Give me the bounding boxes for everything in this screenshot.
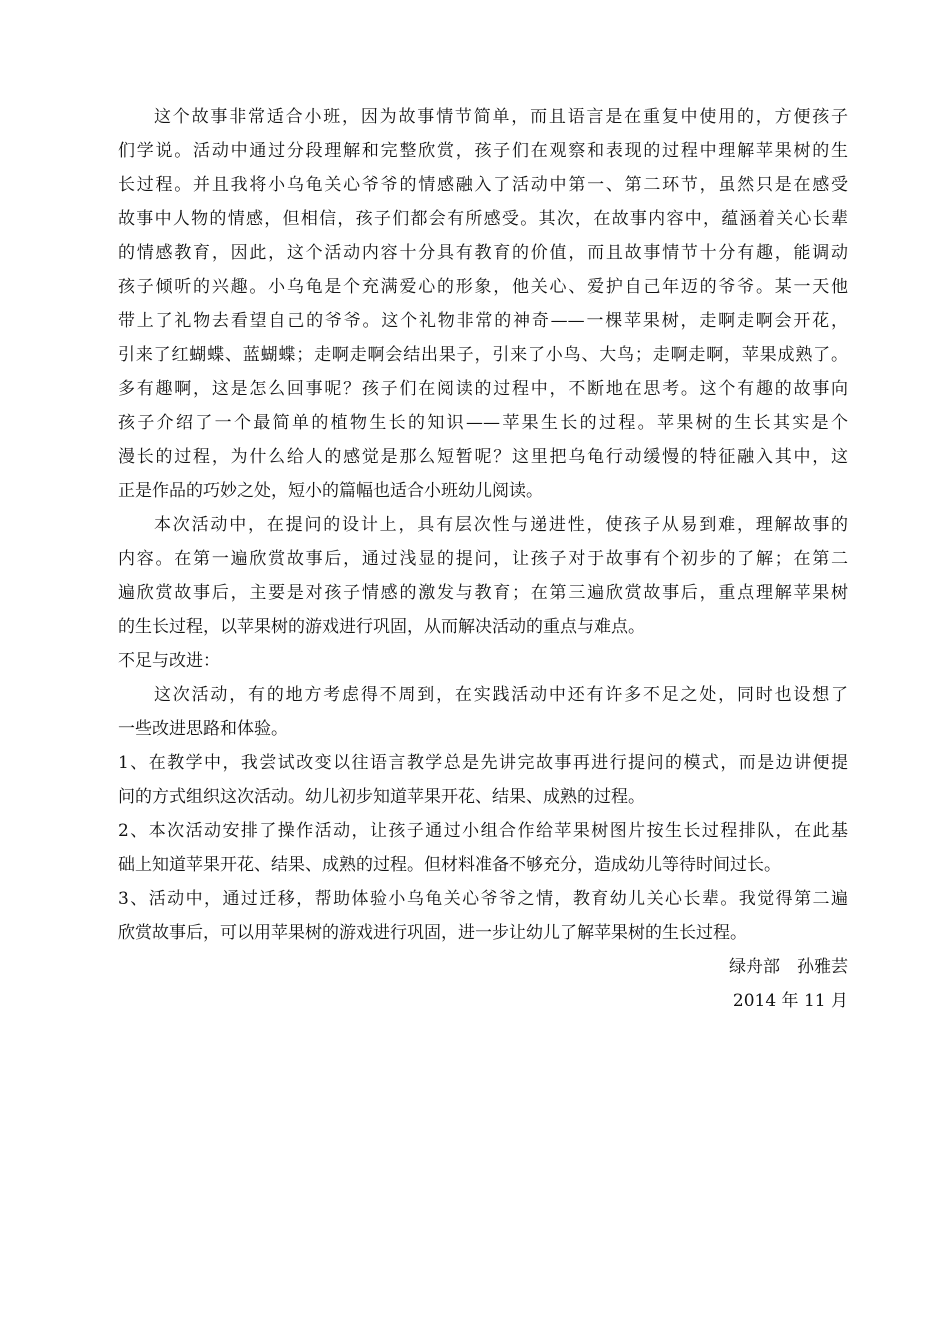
section-heading-improvement: 不足与改进： bbox=[118, 651, 220, 671]
text-line: 孩子介绍了一个最简单的植物生长的知识——苹果生长的过程。苹果树的生长其实是个 bbox=[118, 413, 848, 433]
list-item-1 bbox=[118, 746, 848, 814]
text-line: 多有趣啊，这是怎么回事呢？孩子们在阅读的过程中，不断地在思考。这个有趣的故事向 bbox=[118, 379, 848, 399]
text-line: 故事中人物的情感，但相信，孩子们都会有所感受。其次，在故事内容中，蕴涵着关心长辈 bbox=[118, 209, 848, 229]
text-line: 一些改进思路和体验。 bbox=[118, 719, 288, 739]
text-line: 带上了礼物去看望自己的爷爷。这个礼物非常的神奇——一棵苹果树，走啊走啊会开花， bbox=[118, 311, 848, 331]
text-line: 这次活动，有的地方考虑得不周到，在实践活动中还有许多不足之处，同时也设想了 bbox=[154, 685, 848, 705]
text-line: 内容。在第一遍欣赏故事后，通过浅显的提问，让孩子对于故事有个初步的了解；在第二 bbox=[118, 549, 848, 569]
text-line: 长过程。并且我将小乌龟关心爷爷的情感融入了活动中第一、第二环节，虽然只是在感受 bbox=[118, 175, 848, 195]
paragraph-improvement-intro bbox=[118, 678, 848, 746]
text-line: 正是作品的巧妙之处，短小的篇幅也适合小班幼儿阅读。 bbox=[118, 481, 543, 501]
text-line: 欣赏故事后，可以用苹果树的游戏进行巩固，进一步让幼儿了解苹果树的生长过程。 bbox=[118, 923, 747, 943]
text-line: 引来了红蝴蝶、蓝蝴蝶；走啊走啊会结出果子，引来了小鸟、大鸟；走啊走啊，苹果成熟了。 bbox=[118, 345, 848, 365]
document-body bbox=[118, 100, 848, 1018]
text-line: 孩子倾听的兴趣。小乌龟是个充满爱心的形象，他关心、爱护自己年迈的爷爷。某一天他 bbox=[118, 277, 848, 297]
text-line: 本次活动中，在提问的设计上，具有层次性与递进性，使孩子从易到难，理解故事的 bbox=[154, 515, 848, 535]
text-line: 3、活动中，通过迁移，帮助体验小乌龟关心爷爷之情，教育幼儿关心长辈。我觉得第二遍 bbox=[118, 889, 848, 909]
text-line: 1、在教学中，我尝试改变以往语言教学总是先讲完故事再进行提问的模式，而是边讲便提 bbox=[118, 753, 848, 773]
paragraph-question-design bbox=[118, 508, 848, 644]
list-item-3 bbox=[118, 882, 848, 950]
text-line: 础上知道苹果开花、结果、成熟的过程。但材料准备不够充分，造成幼儿等待时间过长。 bbox=[118, 855, 781, 875]
text-line: 遍欣赏故事后，主要是对孩子情感的激发与教育；在第三遍欣赏故事后，重点理解苹果树 bbox=[118, 583, 848, 603]
text-line: 漫长的过程，为什么给人的感觉是那么短暂呢？这里把乌龟行动缓慢的特征融入其中，这 bbox=[118, 447, 848, 467]
text-line: 这个故事非常适合小班，因为故事情节简单，而且语言是在重复中使用的，方便孩子 bbox=[154, 107, 848, 127]
list-item-2 bbox=[118, 814, 848, 882]
text-line: 们学说。活动中通过分段理解和完整欣赏，孩子们在观察和表现的过程中理解苹果树的生 bbox=[118, 141, 848, 161]
text-line: 2、本次活动安排了操作活动，让孩子通过小组合作给苹果树图片按生长过程排队，在此基 bbox=[118, 821, 848, 841]
signature: 绿舟部 孙雅芸 bbox=[729, 957, 848, 977]
text-line: 的情感教育，因此，这个活动内容十分具有教育的价值，而且故事情节十分有趣，能调动 bbox=[118, 243, 848, 263]
document-date: 2014 年 11 月 bbox=[732, 991, 848, 1011]
paragraph-story-analysis bbox=[118, 100, 848, 508]
text-line: 问的方式组织这次活动。幼儿初步知道苹果开花、结果、成熟的过程。 bbox=[118, 787, 645, 807]
text-line: 的生长过程，以苹果树的游戏进行巩固，从而解决活动的重点与难点。 bbox=[118, 617, 645, 637]
